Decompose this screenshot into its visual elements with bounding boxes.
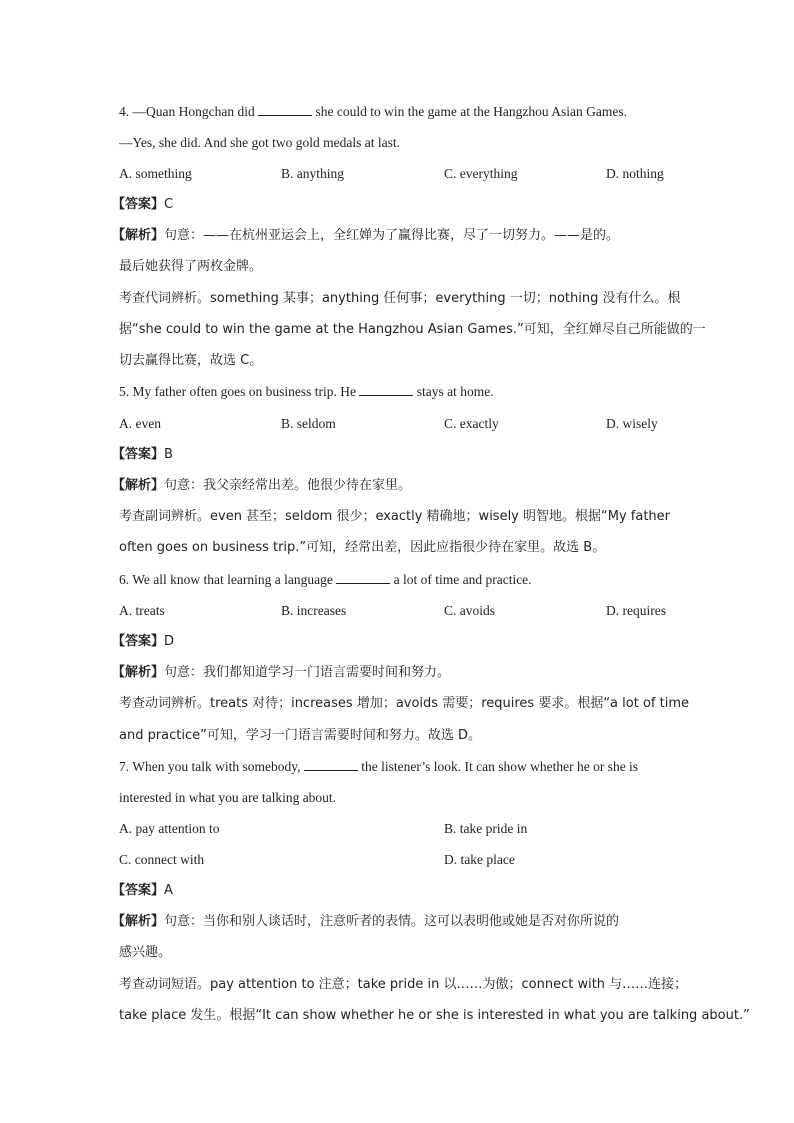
analysis-text: 句意：当你和别人谈话时，注意听者的表情。这可以表明他或她是否对你所说的 [164, 914, 620, 929]
analysis-text: 感兴趣。 [119, 945, 172, 960]
option-b: B. anything [281, 166, 344, 181]
answer-line [112, 881, 173, 901]
option-b: B. take pride in [444, 821, 528, 836]
analysis-line [112, 912, 619, 932]
option-a: A. treats [119, 603, 165, 618]
answer-label: 【答案】 [112, 883, 165, 898]
analysis-label: 【解析】 [112, 665, 165, 680]
answer-label: 【答案】 [112, 197, 165, 212]
answer-blank [258, 102, 312, 116]
option-b: B. increases [281, 603, 347, 618]
question-6-stem [119, 570, 532, 590]
analysis-text: 句意：我父亲经常出差。他很少待在家里。 [164, 478, 412, 493]
question-number: 6. [119, 572, 130, 587]
stem-text: When you talk with somebody, [132, 759, 301, 774]
answer-value: A [164, 883, 173, 898]
analysis-text: 考查代词辨析。something 某事；anything 任何事；everything 一切；nothing 没有什么。根 [119, 291, 681, 306]
analysis-text: 考查副词辨析。even 甚至；seldom 很少；exactly 精确地；wisely 明智地。根据“My father [119, 509, 671, 524]
answer-blank [359, 382, 413, 396]
question-5-stem [119, 382, 494, 402]
analysis-line [112, 226, 619, 246]
option-c: C. exactly [444, 416, 499, 431]
analysis-text: take place 发生。根据“It can show whether he or she is interested in what you are talking about.” [119, 1008, 750, 1023]
answer-blank [304, 757, 358, 771]
question-number: 7. [119, 759, 130, 774]
analysis-text: 据“she could to win the game at the Hangzhou Asian Games.”可知，全红婵尽自己所能做的一 [119, 322, 706, 337]
option-a: A. pay attention to [119, 821, 220, 836]
option-c: C. everything [444, 166, 518, 181]
option-c: C. connect with [119, 852, 205, 867]
stem-text: My father often goes on business trip. He [132, 384, 356, 399]
option-a: A. something [119, 166, 192, 181]
answer-label: 【答案】 [112, 634, 165, 649]
option-c: C. avoids [444, 603, 496, 618]
analysis-label: 【解析】 [112, 228, 165, 243]
analysis-text: 考查动词辨析。treats 对待；increases 增加；avoids 需要；requires 要求。根据“a lot of time [119, 696, 689, 711]
option-b: B. seldom [281, 416, 336, 431]
answer-value: D [164, 634, 175, 649]
answer-line [112, 195, 173, 215]
question-7-stem [119, 757, 638, 777]
stem-text: the listener’s look. It can show whether he or she is [361, 759, 639, 774]
analysis-text: 考查动词短语。pay attention to 注意；take pride in 以……为傲；connect with 与……连接； [119, 977, 688, 992]
answer-blank [336, 570, 390, 584]
question-number: 5. [119, 384, 130, 399]
answer-line [112, 445, 173, 465]
option-d: D. nothing [606, 166, 664, 181]
analysis-text: 最后她获得了两枚金牌。 [119, 259, 263, 274]
answer-line [112, 632, 174, 652]
analysis-line [112, 476, 411, 496]
answer-value: B [164, 447, 173, 462]
stem-text: she could to win the game at the Hangzhou Asian Games. [315, 104, 628, 119]
question-4-stem-line2: —Yes, she did. And she got two gold medals at last. [119, 135, 400, 150]
analysis-text: 句意：我们都知道学习一门语言需要时间和努力。 [164, 665, 451, 680]
question-7-stem-line2: interested in what you are talking about. [119, 790, 337, 805]
question-4-stem [119, 102, 627, 122]
answer-value: C [164, 197, 174, 212]
option-d: D. take place [444, 852, 515, 867]
stem-text: a lot of time and practice. [393, 572, 532, 587]
option-d: D. wisely [606, 416, 658, 431]
analysis-line [112, 663, 450, 683]
option-a: A. even [119, 416, 161, 431]
analysis-text: 句意：——在杭州亚运会上，全红婵为了赢得比赛，尽了一切努力。——是的。 [164, 228, 620, 243]
analysis-text: 切去赢得比赛，故选 C。 [119, 353, 263, 368]
question-number: 4. [119, 104, 130, 119]
analysis-label: 【解析】 [112, 478, 165, 493]
stem-text: We all know that learning a language [132, 572, 333, 587]
analysis-label: 【解析】 [112, 914, 165, 929]
answer-label: 【答案】 [112, 447, 165, 462]
stem-text: stays at home. [416, 384, 494, 399]
option-d: D. requires [606, 603, 666, 618]
analysis-text: and practice”可知，学习一门语言需要时间和努力。故选 D。 [119, 728, 482, 743]
analysis-text: often goes on business trip.”可知，经常出差，因此应指很少待在家里。故选 B。 [119, 540, 606, 555]
stem-text: —Quan Hongchan did [132, 104, 255, 119]
